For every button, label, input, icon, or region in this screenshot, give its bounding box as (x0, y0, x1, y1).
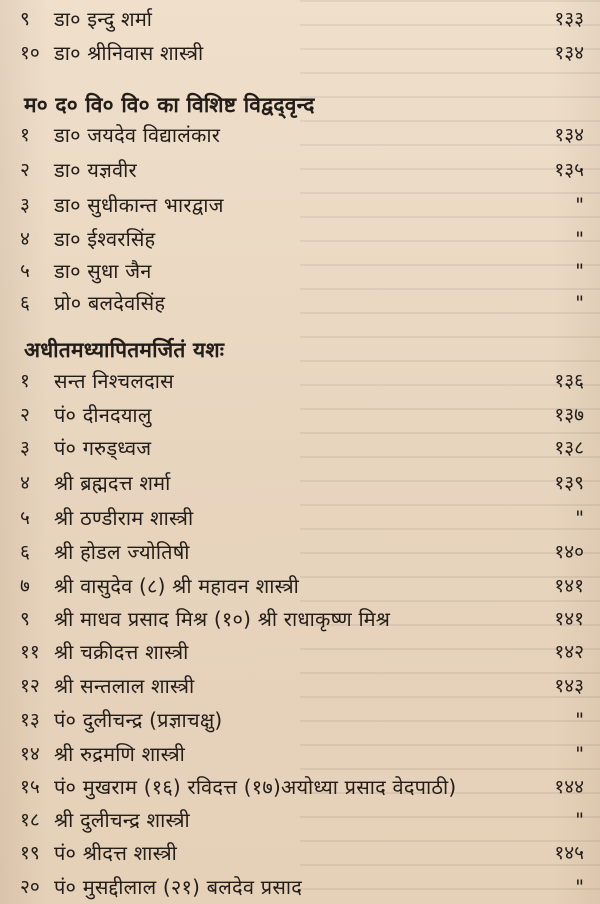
list-item (0, 120, 600, 150)
entry-name: पं० गरुड्ध्वज (54, 436, 152, 460)
list-item (0, 256, 600, 286)
entry-page: " (575, 194, 584, 216)
entry-page: १३८ (554, 437, 584, 459)
entry-page: १३४ (554, 42, 584, 64)
entry-name: पं० मुसद्दीलाल (२१) बलदेव प्रसाद (54, 875, 303, 899)
entry-number: २ (20, 159, 30, 181)
entry-number: १८ (20, 809, 40, 831)
entry-number: १४ (20, 743, 40, 765)
entry-name: श्री माधव प्रसाद मिश्र (१०) श्री राधाकृष्ण मिश्र (54, 607, 391, 631)
entry-name: श्री रुद्रमणि शास्त्री (54, 742, 186, 766)
list-item (0, 604, 600, 634)
list-item (0, 503, 600, 533)
entry-number: ५ (20, 507, 30, 529)
entry-name: पं० दीनदयालु (54, 403, 152, 427)
list-item (0, 366, 600, 396)
list-item (0, 224, 600, 254)
entry-name: श्री ब्रह्मदत्त शर्मा (54, 471, 171, 495)
entry-number: ९ (20, 608, 30, 630)
list-item (0, 468, 600, 498)
entry-page: १३६ (554, 370, 584, 392)
entry-name: डा० ईश्वरसिंह (54, 227, 156, 251)
entry-name: श्री सन्तलाल शास्त्री (54, 674, 195, 698)
entry-number: ७ (20, 575, 30, 597)
entry-page: १३५ (554, 159, 584, 181)
list-item (0, 872, 600, 902)
entry-name: पं० दुलीचन्द्र (प्रज्ञाचक्षु) (54, 708, 223, 732)
entry-page: १३३ (554, 8, 584, 30)
entry-name: डा० सुधीकान्त भारद्वाज (54, 193, 224, 217)
entry-number: १० (20, 42, 40, 64)
entry-number: १९ (20, 842, 40, 864)
entry-page: " (575, 876, 584, 898)
entry-page: " (575, 507, 584, 529)
entry-number: ९ (20, 8, 30, 30)
entry-number: १ (20, 124, 30, 146)
entry-number: १२ (20, 675, 40, 697)
entry-name: डा० इन्दु शर्मा (54, 7, 153, 31)
entry-number: ४ (20, 472, 30, 494)
entry-page: १४४ (554, 776, 584, 798)
entry-name: श्री वासुदेव (८) श्री महावन शास्त्री (54, 574, 299, 598)
entry-name: सन्त निश्चलदास (54, 369, 174, 393)
list-item (0, 400, 600, 430)
entry-page: १३९ (554, 472, 584, 494)
entry-number: ४ (20, 228, 30, 250)
entry-page: " (575, 292, 584, 314)
list-item (0, 537, 600, 567)
entry-name: प्रो० बलदेवसिंह (54, 291, 166, 315)
entry-page: १४५ (554, 842, 584, 864)
list-item (0, 805, 600, 835)
entry-number: ३ (20, 437, 30, 459)
entry-name: श्री दुलीचन्द्र शास्त्री (54, 808, 190, 832)
section-heading: अधीतमध्यापितमर्जितं यशः (24, 338, 225, 362)
entry-number: ६ (20, 541, 30, 563)
list-item (0, 571, 600, 601)
list-item (0, 671, 600, 701)
list-item (0, 288, 600, 318)
entry-name: डा० सुधा जैन (54, 259, 152, 283)
section-heading: म० द० वि० वि० का विशिष्ट विद्वद्‌वृन्द (24, 93, 315, 117)
entry-page: १४३ (554, 675, 584, 697)
entry-name: डा० यज्ञवीर (54, 158, 137, 182)
entry-page: १३७ (554, 404, 584, 426)
entry-name: श्री होडल ज्योतिषी (54, 540, 190, 564)
entry-page: १३४ (554, 124, 584, 146)
entry-page: " (575, 260, 584, 282)
entry-page: " (575, 228, 584, 250)
entry-page: " (575, 743, 584, 765)
list-item (0, 433, 600, 463)
entry-name: डा० श्रीनिवास शास्त्री (54, 41, 204, 65)
entry-number: १५ (20, 776, 40, 798)
entry-name: श्री चक्रीदत्त शास्त्री (54, 640, 189, 664)
list-item (0, 38, 600, 68)
entry-name: पं० श्रीदत्त शास्त्री (54, 841, 178, 865)
list-item (0, 739, 600, 769)
entry-page: १४० (554, 541, 584, 563)
entry-page: " (575, 709, 584, 731)
list-item (0, 190, 600, 220)
entry-page: १४२ (554, 641, 584, 663)
entry-number: २ (20, 404, 30, 426)
entry-page: १४१ (554, 575, 584, 597)
entry-page: १४१ (554, 608, 584, 630)
entry-number: १ (20, 370, 30, 392)
entry-number: २० (20, 876, 40, 898)
list-item (0, 705, 600, 735)
list-item (0, 772, 600, 802)
entry-number: ५ (20, 260, 30, 282)
entry-name: पं० मुखराम (१६) रविदत्त (१७)अयोध्या प्रसाद वेदपाठी) (54, 775, 457, 799)
entry-name: श्री ठण्डीराम शास्त्री (54, 506, 194, 530)
list-item (0, 838, 600, 868)
entry-name: डा० जयदेव विद्यालंकार (54, 123, 221, 147)
list-item (0, 4, 600, 34)
entry-page: " (575, 809, 584, 831)
entry-number: ११ (20, 641, 40, 663)
entry-number: ३ (20, 194, 30, 216)
list-item (0, 637, 600, 667)
entry-number: ६ (20, 292, 30, 314)
entry-number: १३ (20, 709, 40, 731)
list-item (0, 155, 600, 185)
